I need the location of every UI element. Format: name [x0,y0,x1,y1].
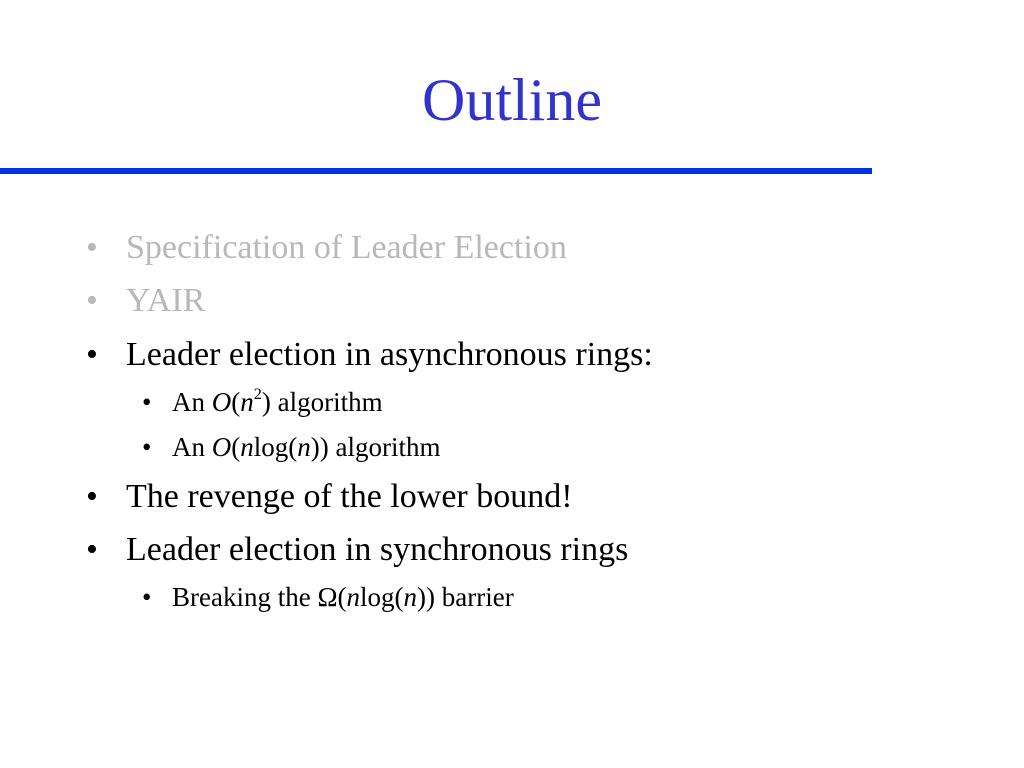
bullet-icon: • [86,336,98,373]
bullet-icon: • [142,582,152,612]
sub-bullet-text: Breaking the Ω(nlog(n)) barrier [172,582,514,612]
bullet-icon: • [86,229,98,266]
bullet-item-yair [86,281,205,321]
bullet-icon: • [142,387,152,417]
slide-title: Outline [422,67,602,133]
bullet-item-sync-rings [86,530,628,570]
bullet-item-async-rings [86,335,653,375]
bullet-icon: • [142,432,152,462]
bullet-text: Leader election in synchronous rings [126,531,629,568]
sub-bullet-on2 [142,386,383,418]
sub-bullet-onlogn [142,431,440,463]
bullet-icon: • [86,478,98,515]
bullet-text: YAIR [126,282,206,319]
sub-bullet-text: An O(nlog(n)) algorithm [172,432,441,462]
bullet-item-specification [86,228,567,268]
bullet-text: The revenge of the lower bound! [126,478,573,515]
bullet-icon: • [86,282,98,319]
sub-bullet-text: An $O(n^2)$ algorithm [172,385,383,417]
bullet-text: Specification of Leader Election [126,229,567,266]
bullet-item-revenge [86,477,573,517]
bullet-icon: • [86,531,98,568]
sub-bullet-omega [142,581,514,613]
bullet-text: Leader election in asynchronous rings: [126,336,653,373]
